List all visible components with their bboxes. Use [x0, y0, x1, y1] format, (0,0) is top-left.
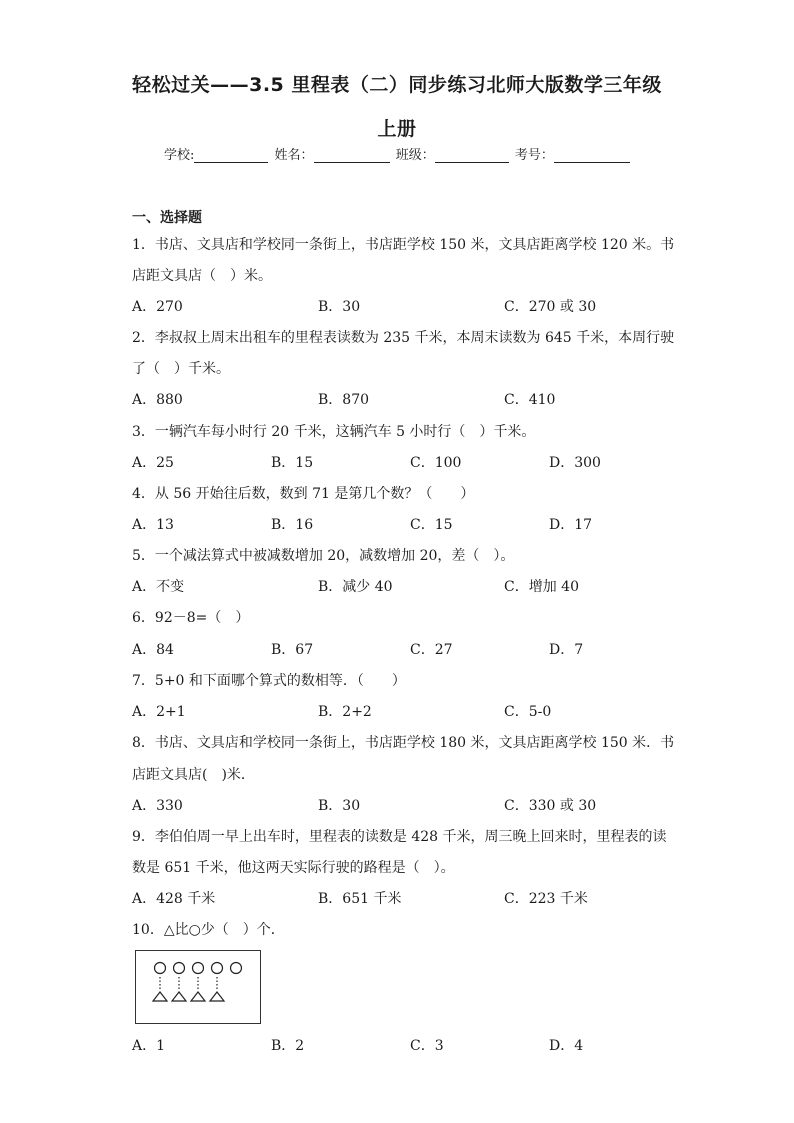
question-4-option-a[interactable]: A．13 [132, 517, 174, 533]
question-6-option-a[interactable]: A．84 [132, 642, 174, 658]
question-1-option-b[interactable]: B．30 [318, 299, 361, 315]
question-1-line-1: 1．书店、文具店和学校同一条街上，书店距学校 150 米，文具店距离学校 120 米。书 [132, 237, 675, 253]
question-10-option-b[interactable]: B．2 [271, 1038, 305, 1054]
question-4-line-1: 4．从 56 开始往后数，数到 71 是第几个数？（ ） [132, 486, 475, 502]
question-10-line-1: 10．△比○少（ ）个． [132, 922, 285, 938]
circle-shape [155, 963, 166, 974]
section-title: 一、选择题 [132, 210, 202, 226]
question-2-option-b[interactable]: B．870 [318, 392, 370, 408]
question-3-option-c[interactable]: C．100 [410, 455, 462, 471]
question-2-option-c[interactable]: C．410 [504, 392, 556, 408]
shapes-comparison-svg [136, 951, 260, 1023]
question-8-line-1: 8．书店、文具店和学校同一条街上，书店距学校 180 米，文具店距离学校 150 米．书 [132, 735, 675, 751]
triangle-shape [153, 992, 167, 1001]
question-2-line-1: 2．李叔叔上周末出租车的里程表读数为 235 千米，本周末读数为 645 千米，本周行驶 [132, 330, 675, 346]
triangle-shape [191, 992, 205, 1001]
question-1-options [132, 296, 692, 316]
triangle-shape [210, 992, 224, 1001]
circle-shape [193, 963, 204, 974]
question-3-options [132, 452, 692, 472]
question-8-line-2: 店距文具店( )米． [132, 767, 255, 783]
circle-shape [212, 963, 223, 974]
number-label: 考号： [514, 148, 554, 163]
question-6-options [132, 639, 692, 659]
question-9-option-c[interactable]: C．223 千米 [504, 891, 588, 907]
number-field[interactable] [554, 148, 630, 163]
question-5-line-1: 5．一个减法算式中被减数增加 20，减数增加 20，差（ ）。 [132, 548, 515, 564]
question-7-option-b[interactable]: B．2+2 [318, 704, 372, 720]
class-label: 班级： [395, 148, 435, 163]
question-1-line-2: 店距文具店（ ）米。 [132, 268, 272, 284]
student-info-row [164, 144, 632, 163]
question-3-option-d[interactable]: D．300 [549, 455, 601, 471]
question-7-option-a[interactable]: A．2+1 [132, 704, 186, 720]
class-field[interactable] [435, 148, 509, 163]
question-10-option-a[interactable]: A．1 [132, 1038, 166, 1054]
name-label: 姓名： [274, 148, 314, 163]
question-3-option-a[interactable]: A．25 [132, 455, 174, 471]
question-2-option-a[interactable]: A．880 [132, 392, 183, 408]
triangle-shape [172, 992, 186, 1001]
question-6-option-b[interactable]: B．67 [271, 642, 314, 658]
school-label: 学校: [164, 148, 195, 163]
question-4-option-d[interactable]: D．17 [549, 517, 593, 533]
question-7-options [132, 701, 692, 721]
question-4-option-b[interactable]: B．16 [271, 517, 314, 533]
question-6-line-1: 6．92－8=（ ） [132, 610, 250, 626]
question-8-option-b[interactable]: B．30 [318, 798, 361, 814]
question-4-options [132, 514, 692, 534]
school-field[interactable] [194, 148, 268, 163]
question-6-option-d[interactable]: D．7 [549, 642, 584, 658]
question-9-option-a[interactable]: A．428 千米 [132, 891, 216, 907]
question-10-option-c[interactable]: C．3 [410, 1038, 444, 1054]
question-8-option-c[interactable]: C．330 或 30 [504, 798, 597, 814]
question-9-line-1: 9．李伯伯周一早上出车时，里程表的读数是 428 千米，周三晚上回来时，里程表的读 [132, 829, 667, 845]
question-1-option-a[interactable]: A．270 [132, 299, 183, 315]
question-1-option-c[interactable]: C．270 或 30 [504, 299, 597, 315]
question-3-option-b[interactable]: B．15 [271, 455, 314, 471]
question-9-option-b[interactable]: B．651 千米 [318, 891, 402, 907]
question-2-options [132, 389, 692, 409]
shapes-comparison-figure [135, 950, 261, 1024]
question-9-line-2: 数是 651 千米，他这两天实际行驶的路程是（ ）。 [132, 860, 455, 876]
question-7-option-c[interactable]: C．5-0 [504, 704, 552, 720]
question-10-options [132, 1035, 692, 1055]
question-5-option-a[interactable]: A．不变 [132, 579, 185, 595]
circle-shape [174, 963, 185, 974]
question-5-option-c[interactable]: C．增加 40 [504, 579, 579, 595]
document-title-line-2: 上册 [377, 118, 417, 140]
question-8-option-a[interactable]: A．330 [132, 798, 183, 814]
question-8-options [132, 795, 692, 815]
question-10-option-d[interactable]: D．4 [549, 1038, 584, 1054]
document-title-line-1: 轻松过关——3.5 里程表（二）同步练习北师大版数学三年级 [132, 74, 662, 96]
question-4-option-c[interactable]: C．15 [410, 517, 453, 533]
question-6-option-c[interactable]: C．27 [410, 642, 453, 658]
question-5-options [132, 576, 692, 596]
question-5-option-b[interactable]: B．减少 40 [318, 579, 393, 595]
question-9-options [132, 888, 692, 908]
name-field[interactable] [314, 148, 390, 163]
question-2-line-2: 了（ ）千米。 [132, 361, 230, 377]
question-3-line-1: 3．一辆汽车每小时行 20 千米，这辆汽车 5 小时行（ ）千米。 [132, 424, 536, 440]
circle-shape [231, 963, 242, 974]
question-7-line-1: 7．5+0 和下面哪个算式的数相等．（ ） [132, 673, 406, 689]
